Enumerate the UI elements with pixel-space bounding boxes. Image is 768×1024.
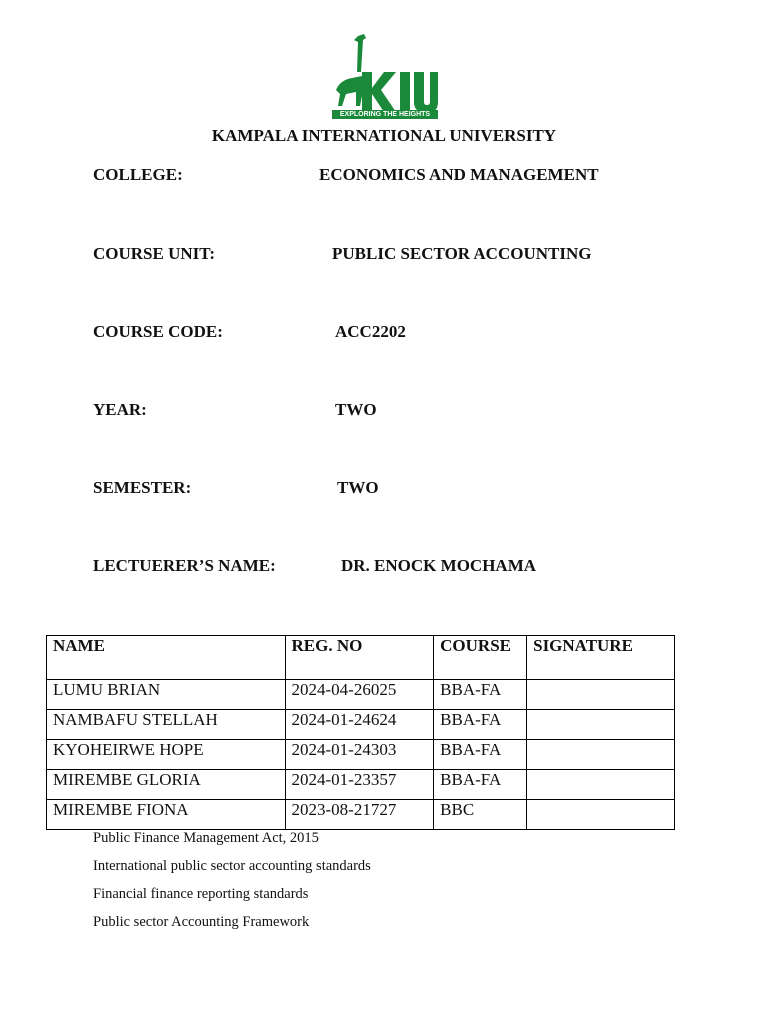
cell-name: MIREMBE FIONA (47, 800, 286, 830)
kiu-logo (330, 32, 440, 120)
header-signature: SIGNATURE (527, 636, 675, 680)
table-row (47, 740, 675, 770)
cell-name: MIREMBE GLORIA (47, 770, 286, 800)
lecturer-label: LECTUERER’S NAME: (93, 556, 276, 575)
cell-reg-no: 2023-08-21727 (285, 800, 434, 830)
cell-name: LUMU BRIAN (47, 680, 286, 710)
course-code-label: COURSE CODE: (93, 322, 223, 341)
semester-label: SEMESTER: (93, 478, 192, 497)
year-label: YEAR: (93, 400, 147, 419)
cell-reg-no: 2024-01-24624 (285, 710, 434, 740)
cell-reg-no: 2024-01-24303 (285, 740, 434, 770)
giraffe-logo-icon (330, 32, 440, 120)
cell-signature[interactable] (527, 710, 675, 740)
college-value: ECONOMICS AND MANAGEMENT (319, 165, 599, 184)
college-label: COLLEGE: (93, 165, 183, 184)
cell-signature[interactable] (527, 740, 675, 770)
header-course: COURSE (434, 636, 527, 680)
cell-signature[interactable] (527, 770, 675, 800)
students-table (46, 635, 675, 830)
table-row (47, 680, 675, 710)
cell-course: BBA-FA (434, 740, 527, 770)
reference-item: Public sector Accounting Framework (93, 914, 310, 930)
logo-tagline: EXPLORING THE HEIGHTS (339, 111, 431, 118)
reference-item: Financial finance reporting standards (93, 886, 309, 902)
header-name: NAME (47, 636, 286, 680)
table-row (47, 800, 675, 830)
cell-course: BBA-FA (434, 770, 527, 800)
lecturer-value: DR. ENOCK MOCHAMA (341, 556, 537, 575)
cell-course: BBA-FA (434, 680, 527, 710)
cell-course: BBA-FA (434, 710, 527, 740)
reference-item: Public Finance Management Act, 2015 (93, 830, 319, 846)
table-row (47, 770, 675, 800)
course-unit-label: COURSE UNIT: (93, 244, 216, 263)
semester-value: TWO (337, 478, 379, 497)
course-code-value: ACC2202 (335, 322, 406, 341)
cell-reg-no: 2024-01-23357 (285, 770, 434, 800)
cell-reg-no: 2024-04-26025 (285, 680, 434, 710)
university-title: KAMPALA INTERNATIONAL UNIVERSITY (211, 126, 557, 145)
cell-name: NAMBAFU STELLAH (47, 710, 286, 740)
cell-name: KYOHEIRWE HOPE (47, 740, 286, 770)
references-list (93, 829, 371, 941)
cell-course: BBC (434, 800, 527, 830)
cell-signature[interactable] (527, 680, 675, 710)
reference-item: International public sector accounting standards (93, 858, 371, 874)
table-row (47, 710, 675, 740)
year-value: TWO (335, 400, 377, 419)
course-unit-value: PUBLIC SECTOR ACCOUNTING (332, 244, 592, 263)
header-reg-no: REG. NO (285, 636, 434, 680)
table-header-row (47, 636, 675, 680)
cell-signature[interactable] (527, 800, 675, 830)
